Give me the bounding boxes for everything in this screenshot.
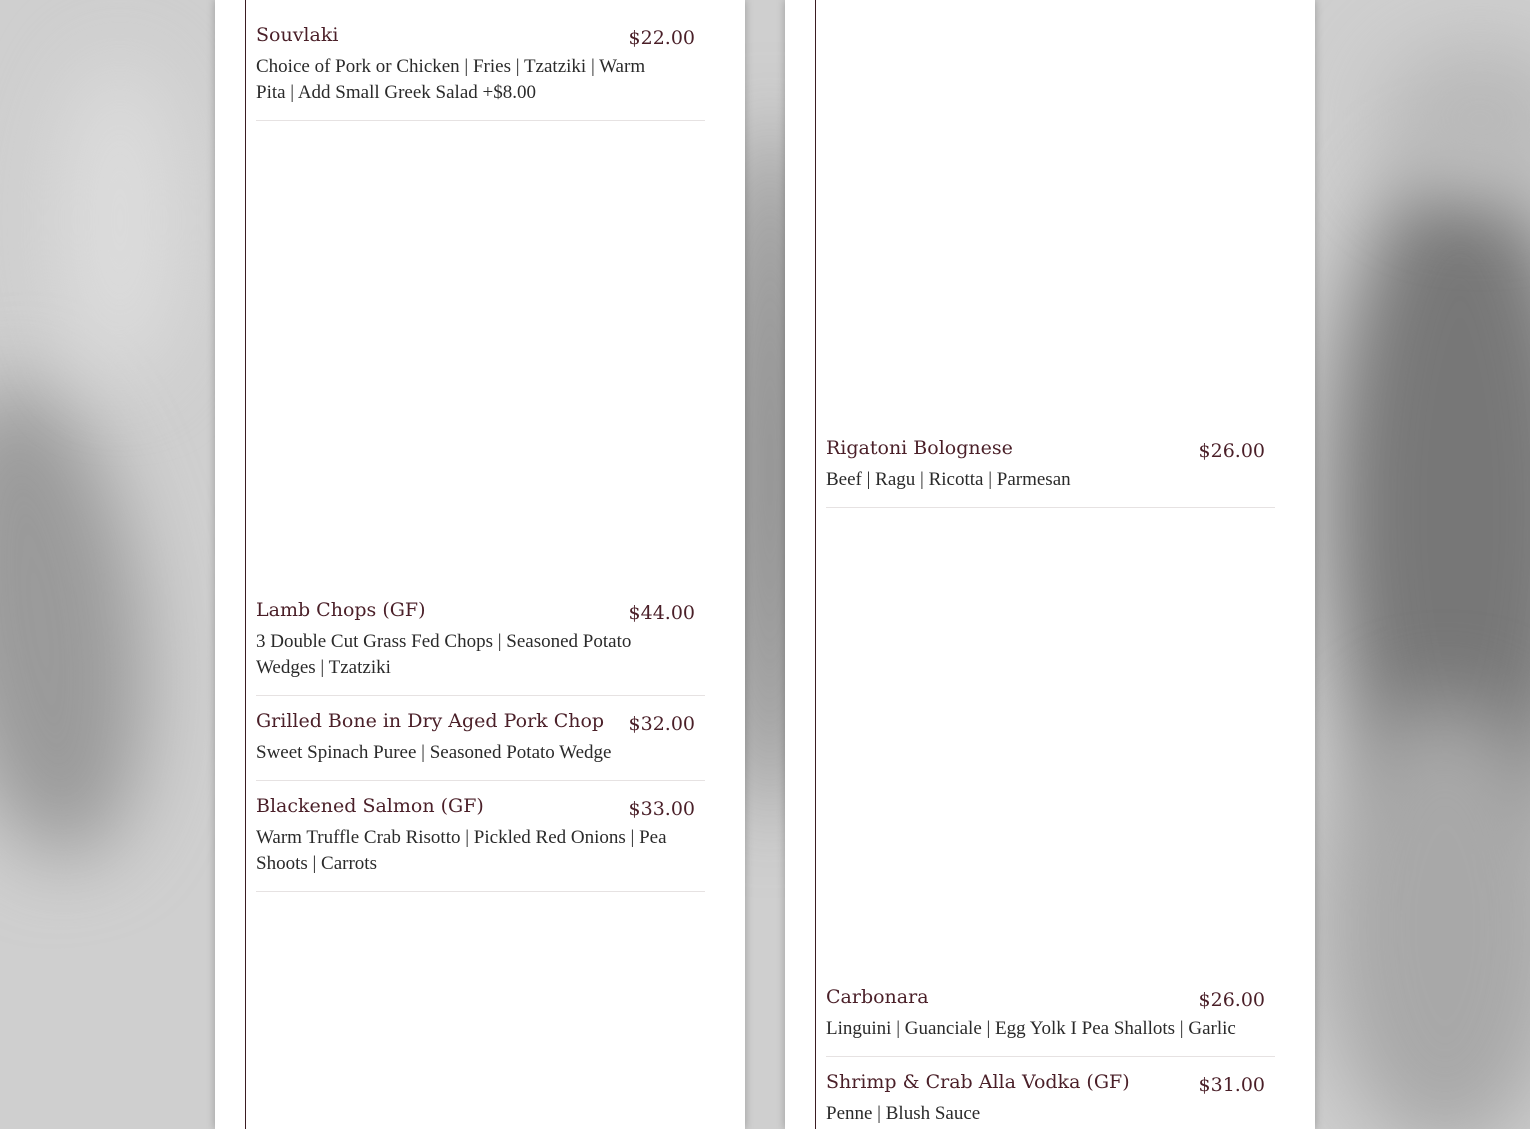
menu-item-name: Carbonara bbox=[826, 986, 929, 1008]
menu-item-name: Souvlaki bbox=[256, 24, 339, 46]
menu-item-souvlaki bbox=[256, 24, 705, 121]
menu-item-rigatoni-bolognese bbox=[826, 437, 1275, 508]
background-shape bbox=[1380, 40, 1530, 200]
menu-item-description: 3 Double Cut Grass Fed Chops | Seasoned Potato Wedges | Tzatziki bbox=[256, 631, 632, 678]
menu-item-pork-chop bbox=[256, 710, 705, 781]
menu-item-name: Grilled Bone in Dry Aged Pork Chop bbox=[256, 710, 605, 732]
background-shape bbox=[0, 368, 172, 871]
menu-item-price: $32.00 bbox=[628, 713, 695, 735]
menu-item-blackened-salmon bbox=[256, 795, 705, 892]
menu-item-description: Warm Truffle Crab Risotto | Pickled Red Onions | Pea Shoots | Carrots bbox=[256, 827, 667, 874]
menu-item-price: $44.00 bbox=[628, 602, 695, 624]
vertical-rule bbox=[245, 0, 246, 1129]
menu-panel-right bbox=[785, 0, 1315, 1129]
menu-item-description: Choice of Pork or Chicken | Fries | Tzatziki | Warm Pita | Add Small Greek Salad +$8.00 bbox=[256, 56, 646, 103]
menu-item-price: $22.00 bbox=[628, 27, 695, 49]
menu-item-description: Penne | Blush Sauce bbox=[826, 1103, 981, 1124]
menu-item-name: Shrimp & Crab Alla Vodka (GF) bbox=[826, 1071, 1130, 1093]
menu-item-name: Rigatoni Bolognese bbox=[826, 437, 1013, 459]
menu-item-carbonara bbox=[826, 986, 1275, 1057]
menu-item-shrimp-crab-vodka bbox=[826, 1071, 1275, 1129]
menu-item-price: $31.00 bbox=[1198, 1074, 1265, 1096]
vertical-rule bbox=[815, 0, 816, 1129]
menu-item-price: $26.00 bbox=[1198, 989, 1265, 1011]
menu-item-description: Beef | Ragu | Ricotta | Parmesan bbox=[826, 469, 1071, 490]
menu-item-name: Blackened Salmon (GF) bbox=[256, 795, 484, 817]
menu-item-description: Linguini | Guanciale | Egg Yolk I Pea Shallots | Garlic bbox=[826, 1018, 1236, 1039]
menu-item-name: Lamb Chops (GF) bbox=[256, 599, 426, 621]
menu-item-description: Sweet Spinach Puree | Seasoned Potato Wedge bbox=[256, 742, 612, 763]
menu-panel-left bbox=[215, 0, 745, 1129]
background-shape bbox=[1320, 700, 1530, 1129]
menu-item-price: $33.00 bbox=[628, 798, 695, 820]
menu-item-price: $26.00 bbox=[1198, 440, 1265, 462]
background-shape bbox=[60, 60, 180, 380]
menu-item-lamb-chops bbox=[256, 599, 705, 696]
